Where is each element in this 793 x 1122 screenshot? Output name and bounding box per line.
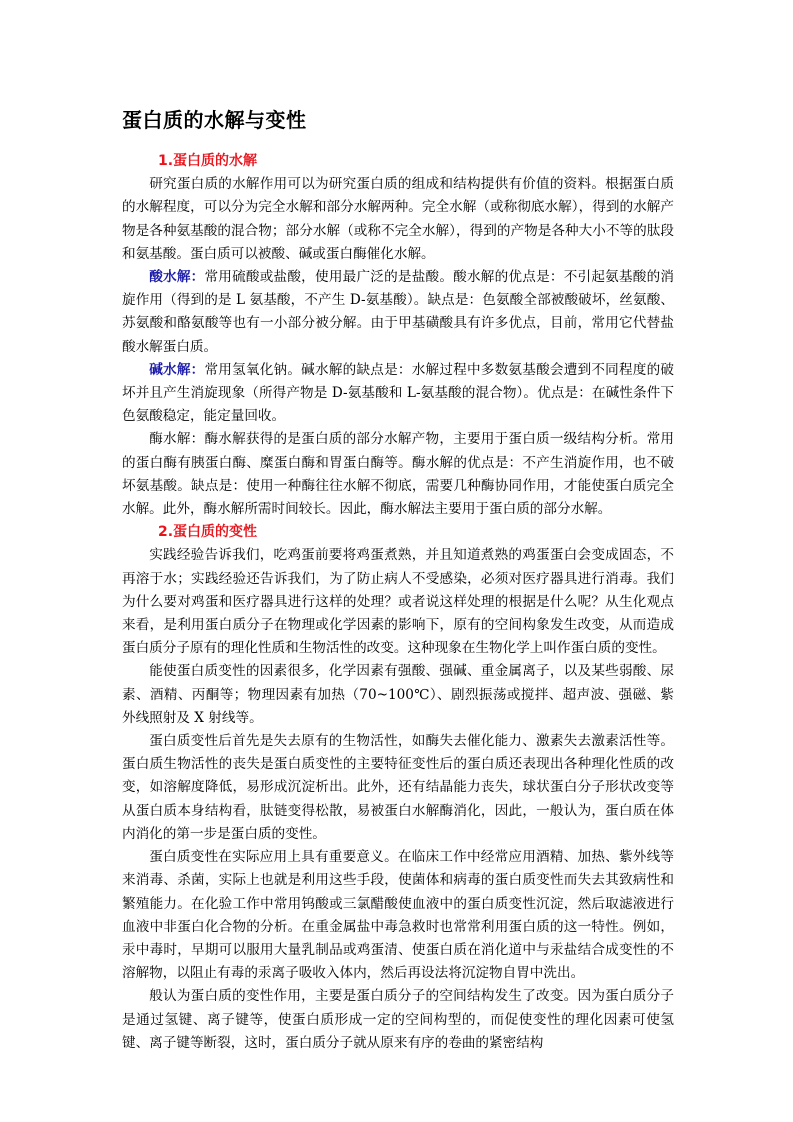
section-heading-hydrolysis: 1.蛋白质的水解	[158, 153, 258, 169]
paragraph-acid-hydrolysis	[122, 266, 674, 359]
page-title: 蛋白质的水解与变性	[122, 108, 307, 132]
paragraph-hydrolysis-intro: 研究蛋白质的水解作用可以为研究蛋白质的组成和结构提供有价值的资料。根据蛋白质的水解程度，可以分为完全水解和部分水解两种。完全水解（或称彻底水解），得到的水解产物是各种氨基酸的混合物；部分水解（或称不完全水解），得到的产物是各种大小不等的肽段和氨基酸。蛋白质可以被酸、碱或蛋白酶催化水解。	[122, 176, 674, 262]
document-body	[122, 150, 674, 1055]
paragraph-enzyme-hydrolysis: 酶水解：酶水解获得的是蛋白质的部分水解产物，主要用于蛋白质一级结构分析。常用的蛋白酶有胰蛋白酶、糜蛋白酶和胃蛋白酶等。酶水解的优点是：不产生消旋作用，也不破坏氨基酸。缺点是：使用一种酶往往水解不彻底，需要几种酶协同作用，才能使蛋白质完全水解。此外，酶水解所需时间较长。因此，酶水解法主要用于蛋白质的部分水解。	[122, 431, 674, 518]
section-heading-denaturation: 2.蛋白质的变性	[158, 524, 258, 541]
paragraph-denaturation-effects: 蛋白质变性后首先是失去原有的生物活性，如酶失去催化能力、激素失去激素活性等。蛋白质生物活性的丧失是蛋白质变性的主要特征变性后的蛋白质还表现出各种理化性质的改变，如溶解度降低，易形成沉淀析出。此外，还有结晶能力丧失，球状蛋白分子形状改变等从蛋白质本身结构看，肽链变得松散，易被蛋白水解酶消化，因此，一般认为，蛋白质在体内消化的第一步是蛋白质的变性。	[122, 733, 674, 842]
acid-hydrolysis-text: 常用硫酸或盐酸，使用最广泛的是盐酸。酸水解的优点是：不引起氨基酸的消旋作用（得到的是 L 氨基酸，不产生 D-氨基酸）。缺点是：色氨酸全部被酸破坏，丝氨酸、苏氨酸和酪氨酸等也有一小部分被分解。由于甲基磺酸具有许多优点，目前，常用它代替盐酸水解蛋白质。	[122, 269, 675, 355]
base-hydrolysis-label: 碱水解：	[149, 361, 205, 378]
base-hydrolysis-text: 常用氢氧化钠。碱水解的缺点是：水解过程中多数氨基酸会遭到不同程度的破坏并且产生消旋现象（所得产物是 D-氨基酸和 L-氨基酸的混合物）。优点是：在碱性条件下色氨酸稳定，能定量回收。	[122, 361, 675, 425]
paragraph-denaturation-applications: 蛋白质变性在实际应用上具有重要意义。在临床工作中经常应用酒精、加热、紫外线等来消毒、杀菌，实际上也就是利用这些手段，使菌体和病毒的蛋白质变性而失去其致病性和繁殖能力。在化验工作中常用钨酸或三氯醋酸使血液中的蛋白质变性沉淀，然后取滤液进行血液中非蛋白化合物的分析。在重金属盐中毒急救时也常常利用蛋白质的这一特性。例如，汞中毒时，早期可以服用大量乳制品或鸡蛋清、使蛋白质在消化道中与汞盐结合成变性的不溶解物，以阻止有毒的汞离子吸收入体内，然后再设法将沉淀物自胃中洗出。	[122, 849, 674, 982]
paragraph-denaturation-intro: 实践经验告诉我们，吃鸡蛋前要将鸡蛋煮熟，并且知道煮熟的鸡蛋蛋白会变成固态，不再溶于水；实践经验还告诉我们，为了防止病人不受感染，必须对医疗器具进行消毒。我们为什么要对鸡蛋和医疗器具进行这样的处理？或者说这样处理的根据是什么呢？从生化观点来看，是利用蛋白质分子在物理或化学因素的影响下，原有的空间构象发生改变，从而造成蛋白质分子原有的理化性质和生物活性的改变。这种现象在生物化学上叫作蛋白质的变性。	[122, 547, 674, 657]
acid-hydrolysis-label: 酸水解：	[149, 269, 205, 286]
paragraph-base-hydrolysis	[122, 359, 674, 429]
paragraph-denaturation-factors: 能使蛋白质变性的因素很多，化学因素有强酸、强碱、重金属离子，以及某些弱酸、尿素、酒精、丙酮等；物理因素有加热（70~100℃）、剧烈振荡或搅拌、超声波、强磁、紫外线照射及 X 射线等。	[122, 663, 674, 726]
paragraph-denaturation-mechanism: 般认为蛋白质的变性作用，主要是蛋白质分子的空间结构发生了改变。因为蛋白质分子是通过氢键、离子键等，使蛋白质形成一定的空间构型的，而促使变性的理化因素可使氢键、离子键等断裂，这时，蛋白质分子就从原来有序的卷曲的紧密结构	[122, 988, 674, 1051]
